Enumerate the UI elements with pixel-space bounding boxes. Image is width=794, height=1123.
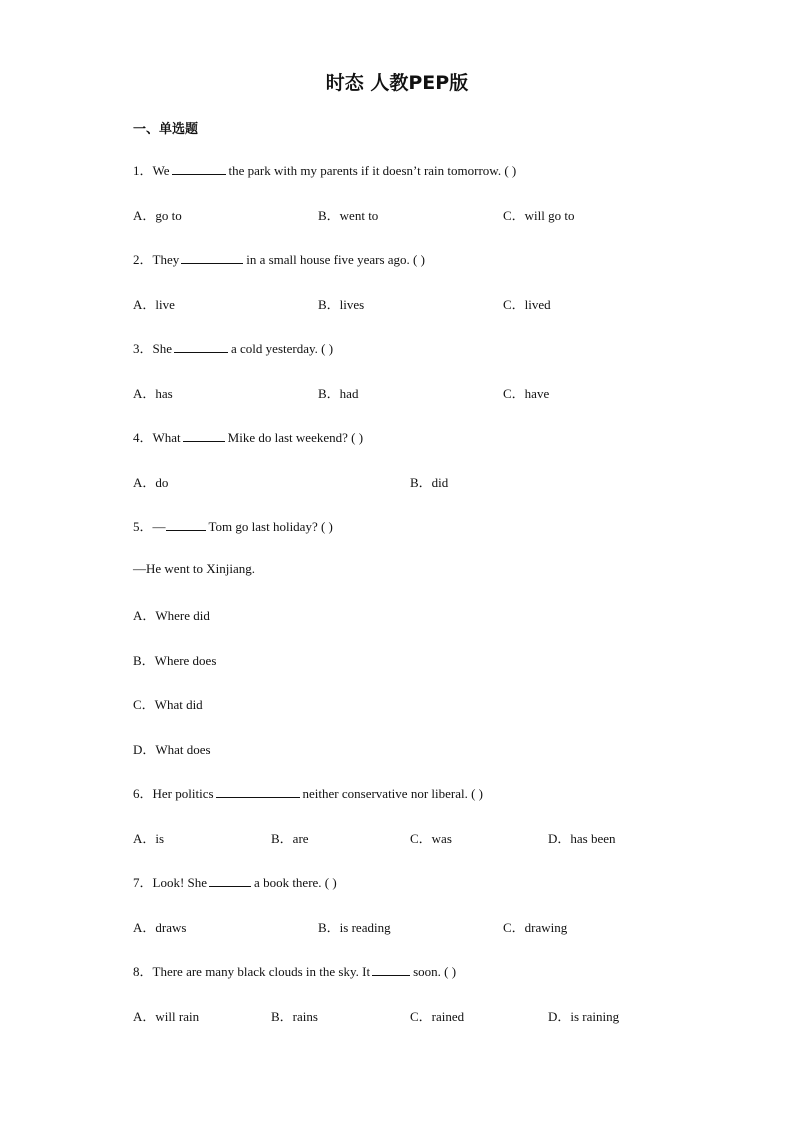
option-c[interactable]: C．drawing xyxy=(503,920,568,935)
option-b[interactable]: B．are xyxy=(271,831,309,846)
question-number: 1． xyxy=(133,163,153,178)
question-text-post: neither conservative nor liberal. ( ) xyxy=(302,786,484,801)
question-number: 2． xyxy=(133,252,153,267)
question-6 xyxy=(133,783,483,802)
answer-blank xyxy=(181,252,243,264)
option-c[interactable]: C．was xyxy=(410,831,452,846)
answer-blank xyxy=(172,163,226,175)
answer-blank xyxy=(174,341,228,353)
question-text-post: in a small house five years ago. ( ) xyxy=(246,252,425,267)
question-text-pre: — xyxy=(152,519,166,534)
question-text-post: a book there. ( ) xyxy=(254,875,337,890)
option-a[interactable]: A．draws xyxy=(133,920,187,935)
answer-blank xyxy=(166,519,206,531)
option-a[interactable]: A．will rain xyxy=(133,1009,200,1024)
question-7 xyxy=(133,872,337,891)
question-number: 8． xyxy=(133,964,153,979)
option-c[interactable]: C．rained xyxy=(410,1009,465,1024)
option-d[interactable]: D．has been xyxy=(548,831,616,846)
question-text-pre: We xyxy=(152,163,170,178)
question-number: 3． xyxy=(133,341,153,356)
option-c[interactable]: C．have xyxy=(503,386,550,401)
option-a[interactable]: A．is xyxy=(133,831,165,846)
question-text-pre: She xyxy=(152,341,173,356)
option-b[interactable]: B．lives xyxy=(318,297,365,312)
question-text-post: the park with my parents if it doesn’t rain tomorrow. ( ) xyxy=(228,163,517,178)
option-a[interactable]: A．has xyxy=(133,386,173,401)
option-b[interactable]: B．rains xyxy=(271,1009,318,1024)
question-number: 4． xyxy=(133,430,153,445)
dialogue-answer: —He went to Xinjiang. xyxy=(133,561,256,576)
question-text-pre: There are many black clouds in the sky. It xyxy=(152,964,371,979)
question-text-pre: Look! She xyxy=(152,875,208,890)
option-d[interactable]: D．What does xyxy=(133,742,211,757)
question-text-post: a cold yesterday. ( ) xyxy=(231,341,334,356)
option-a[interactable]: A．Where did xyxy=(133,608,210,623)
question-number: 7． xyxy=(133,875,153,890)
option-a[interactable]: A．do xyxy=(133,475,169,490)
option-d[interactable]: D．is raining xyxy=(548,1009,620,1024)
question-text-post: Tom go last holiday? ( ) xyxy=(208,519,333,534)
answer-blank xyxy=(216,786,300,798)
question-text-pre: They xyxy=(152,252,180,267)
question-text-post: Mike do last weekend? ( ) xyxy=(227,430,364,445)
option-b[interactable]: B．had xyxy=(318,386,359,401)
question-text-pre: Her politics xyxy=(152,786,214,801)
option-b[interactable]: B．Where does xyxy=(133,653,217,668)
question-5 xyxy=(133,516,333,535)
option-b[interactable]: B．did xyxy=(410,475,449,490)
question-number: 6． xyxy=(133,786,153,801)
question-text-post: soon. ( ) xyxy=(413,964,457,979)
question-4 xyxy=(133,427,363,446)
question-3 xyxy=(133,338,333,357)
section-heading: 一、单选题 xyxy=(133,122,199,137)
question-1 xyxy=(133,160,516,179)
question-2 xyxy=(133,249,425,268)
answer-blank xyxy=(372,964,410,976)
option-a[interactable]: A．live xyxy=(133,297,175,312)
answer-blank xyxy=(183,430,225,442)
option-a[interactable]: A．go to xyxy=(133,208,182,223)
option-b[interactable]: B．is reading xyxy=(318,920,391,935)
option-c[interactable]: C．What did xyxy=(133,697,203,712)
answer-blank xyxy=(209,875,251,887)
question-text-pre: What xyxy=(152,430,181,445)
question-number: 5． xyxy=(133,519,153,534)
option-b[interactable]: B．went to xyxy=(318,208,379,223)
page-title: 时态 人教PEP版 xyxy=(325,72,469,94)
option-c[interactable]: C．lived xyxy=(503,297,551,312)
question-8 xyxy=(133,961,456,980)
option-c[interactable]: C．will go to xyxy=(503,208,575,223)
